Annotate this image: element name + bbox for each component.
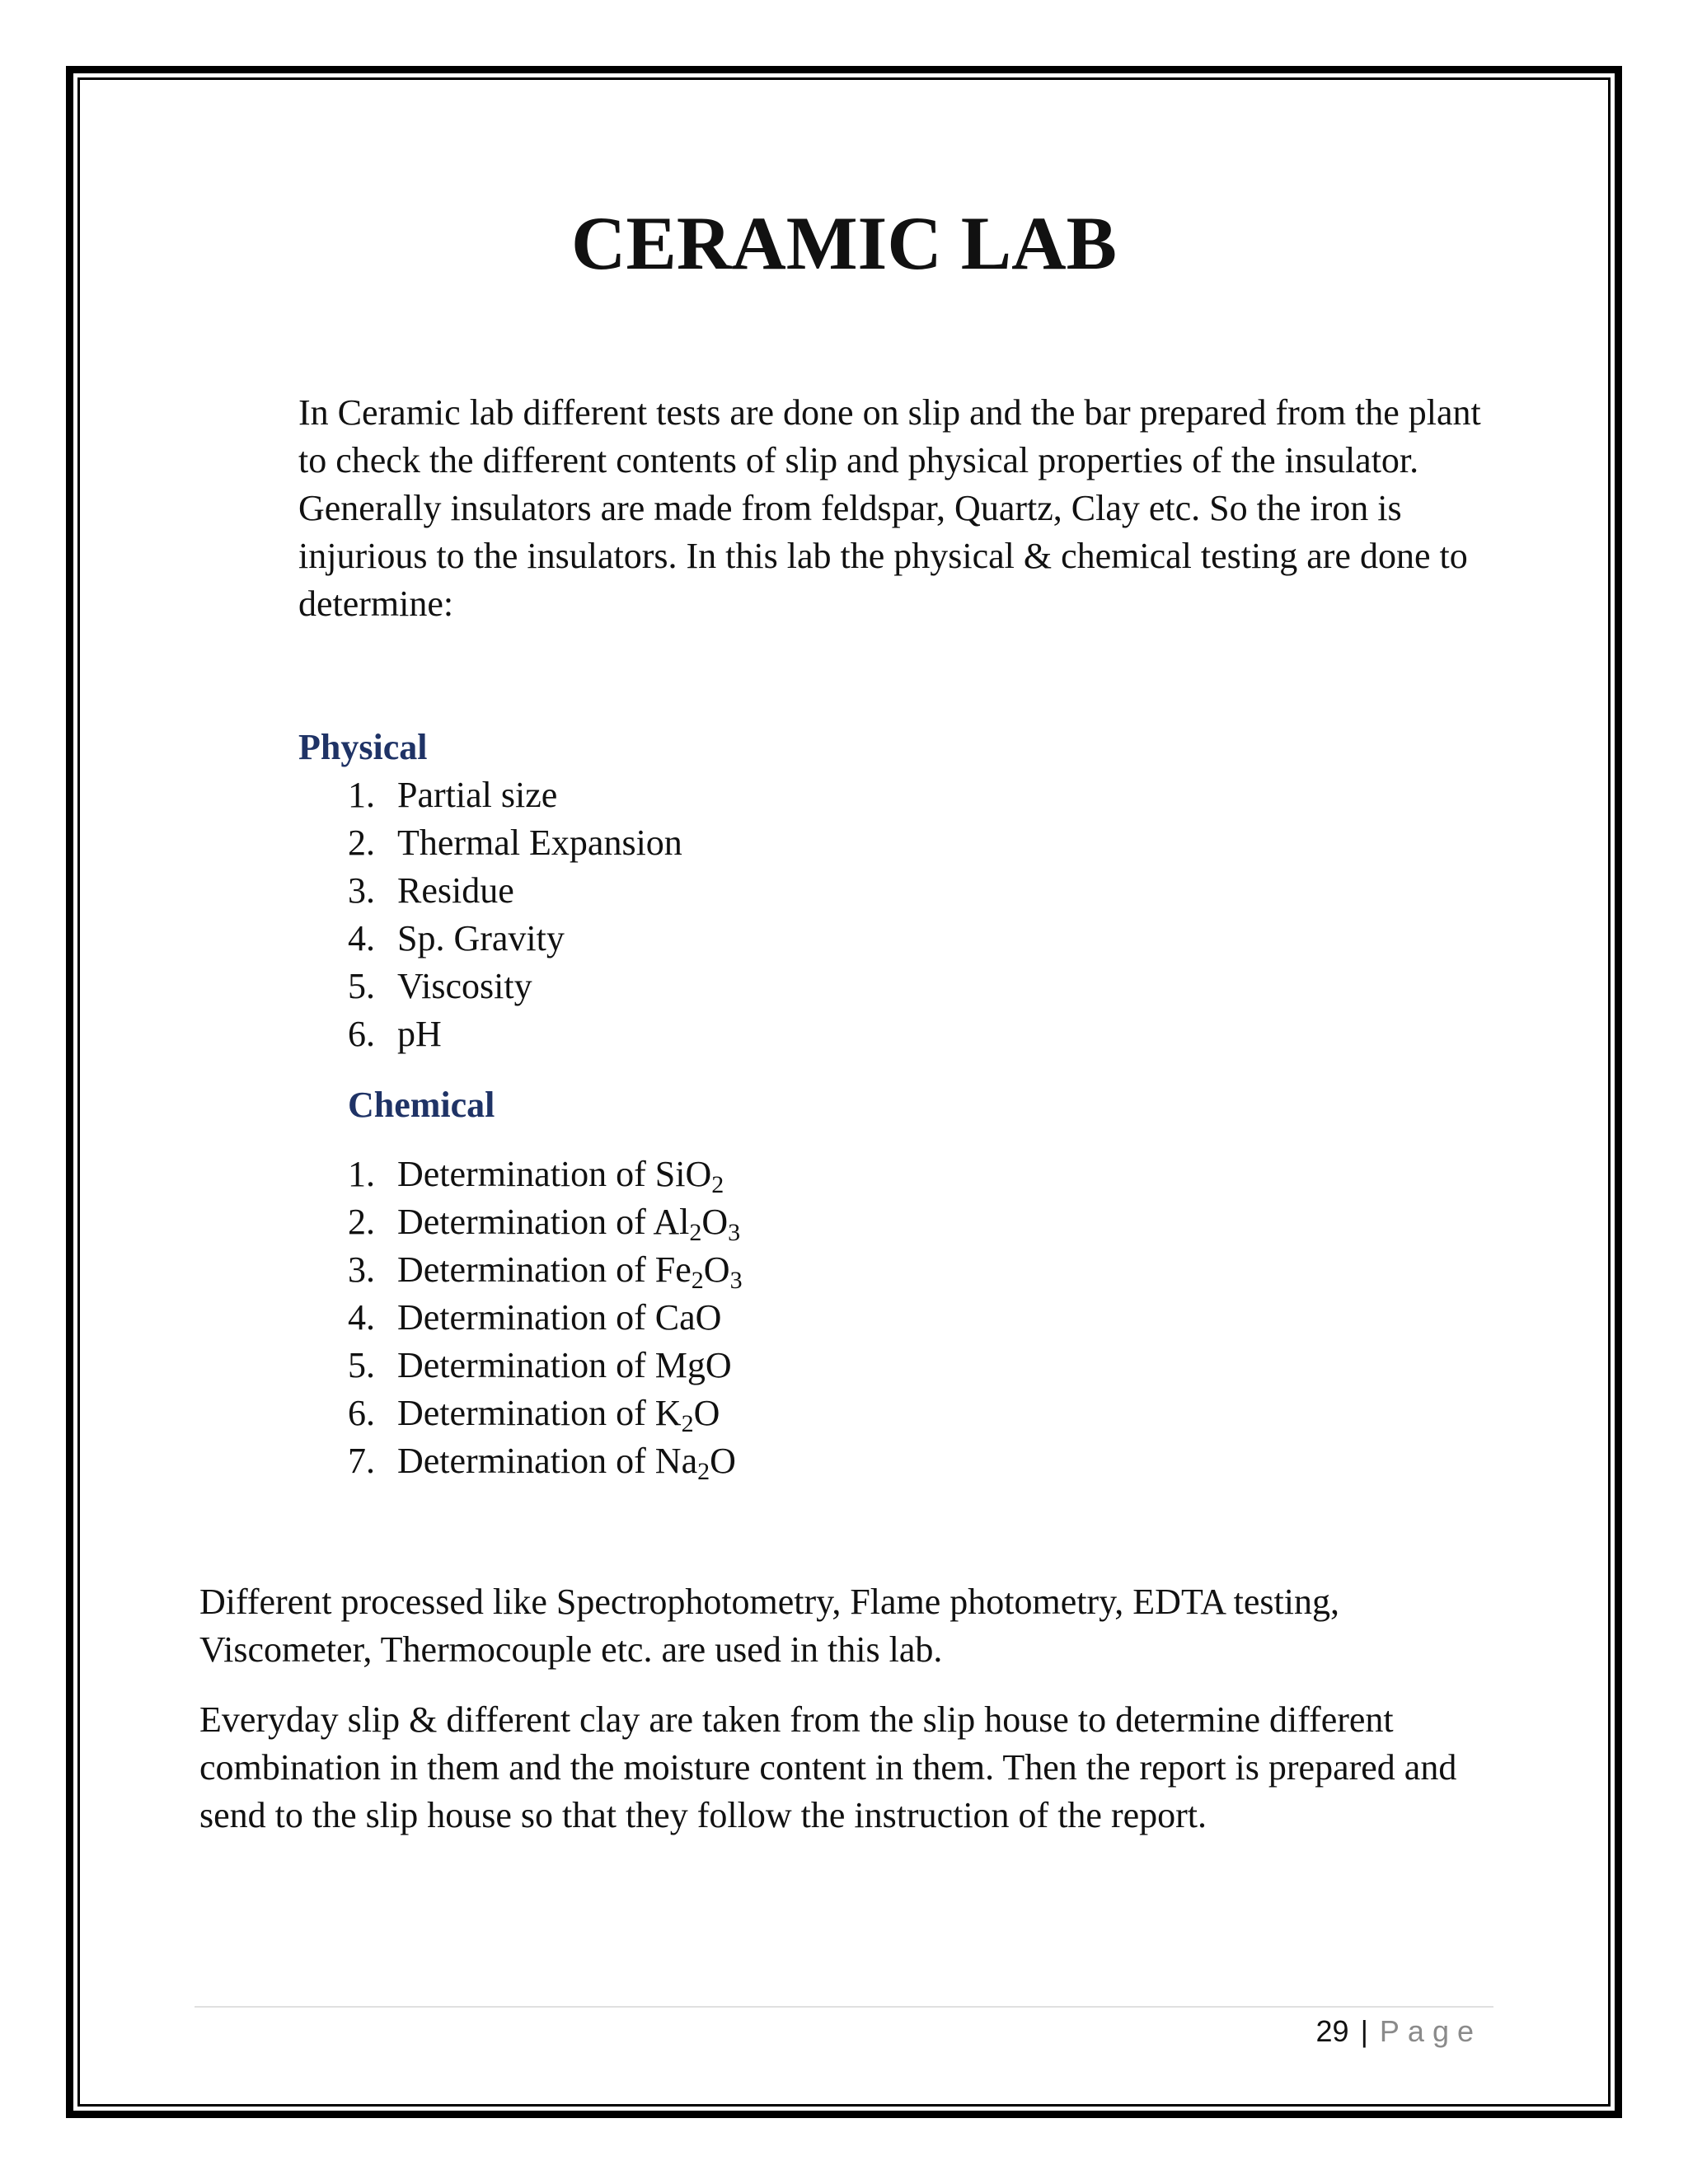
list-prefix: Determination of xyxy=(397,1154,646,1194)
list-item xyxy=(348,771,682,819)
list-number: 3. xyxy=(348,1249,375,1290)
formula-mgo: MgO xyxy=(654,1345,732,1385)
list-prefix: Determination of xyxy=(397,1249,646,1290)
list-number: 5. xyxy=(348,966,375,1006)
list-text: Sp. Gravity xyxy=(397,918,565,958)
list-prefix: Determination of xyxy=(397,1345,646,1385)
list-number: 4. xyxy=(348,918,375,958)
list-number: 4. xyxy=(348,1297,375,1338)
list-number: 1. xyxy=(348,775,375,815)
list-item xyxy=(348,963,682,1010)
list-text: Partial size xyxy=(397,775,558,815)
formula-k2o: $K_2O$ xyxy=(654,1393,720,1437)
list-number: 6. xyxy=(348,1014,375,1054)
list-text: pH xyxy=(397,1014,442,1054)
list-item xyxy=(348,915,682,963)
chemical-heading: Chemical xyxy=(348,1085,495,1125)
intro-paragraph-1: In Ceramic lab different tests are done on slip and the bar prepared from the plant to check the different contents of slip and physical properties of the insulator. xyxy=(298,392,1481,480)
list-number: 2. xyxy=(348,823,375,863)
list-item xyxy=(348,1390,743,1437)
intro-paragraph-2: Generally insulators are made from feldspar, Quartz, Clay etc. So the iron is injurious to the insulators. In this lab the physical & chemical testing are done to determine: xyxy=(298,488,1468,624)
list-item xyxy=(348,1437,743,1485)
physical-heading: Physical xyxy=(298,727,428,767)
formula-cao: CaO xyxy=(654,1297,722,1338)
footer-separator: | xyxy=(1360,2014,1368,2048)
list-prefix: Determination of xyxy=(397,1297,646,1338)
formula-fe2o3: $Fe_2O_3$ xyxy=(654,1249,743,1294)
list-item xyxy=(348,1246,743,1294)
page-label: Page xyxy=(1379,2014,1482,2048)
page-footer xyxy=(1316,2008,1482,2055)
formula-na2o: $Na_2O$ xyxy=(654,1441,736,1485)
formula-al2o3: $Al_2O_3$ xyxy=(653,1202,741,1246)
list-prefix: Determination of xyxy=(397,1441,646,1481)
footer-divider xyxy=(195,2006,1493,2008)
list-number: 3. xyxy=(348,870,375,911)
list-number: 5. xyxy=(348,1345,375,1385)
intro-text xyxy=(298,389,1485,628)
everyday-paragraph: Everyday slip & different clay are taken from the slip house to determine different combination in them and the moisture content in them. Then the report is prepared and send to the slip house so that they follow the instruction of the report. xyxy=(199,1699,1457,1835)
list-number: 2. xyxy=(348,1202,375,1242)
processes-paragraph: Different processed like Spectrophotometry, Flame photometry, EDTA testing, Viscometer, Thermocouple etc. are used in this lab. xyxy=(199,1582,1339,1670)
list-item xyxy=(348,1198,743,1246)
list-item xyxy=(348,819,682,867)
page-number: 29 xyxy=(1315,2014,1349,2048)
list-item xyxy=(348,1010,682,1058)
page-title: CERAMIC LAB xyxy=(571,201,1117,285)
physical-list xyxy=(348,771,682,1058)
list-number: 6. xyxy=(348,1393,375,1433)
list-item xyxy=(348,1342,743,1390)
list-item xyxy=(348,1294,743,1342)
formula-sio2: SiO$_2$ xyxy=(654,1154,724,1198)
list-item xyxy=(348,1151,743,1198)
list-prefix: Determination of xyxy=(397,1202,646,1242)
list-text: Residue xyxy=(397,870,514,911)
list-number: 1. xyxy=(348,1154,375,1194)
list-text: Thermal Expansion xyxy=(397,823,682,863)
chemical-list xyxy=(348,1151,743,1485)
list-text: Viscosity xyxy=(397,966,532,1006)
list-number: 7. xyxy=(348,1441,375,1481)
list-prefix: Determination of xyxy=(397,1393,646,1433)
list-item xyxy=(348,867,682,915)
